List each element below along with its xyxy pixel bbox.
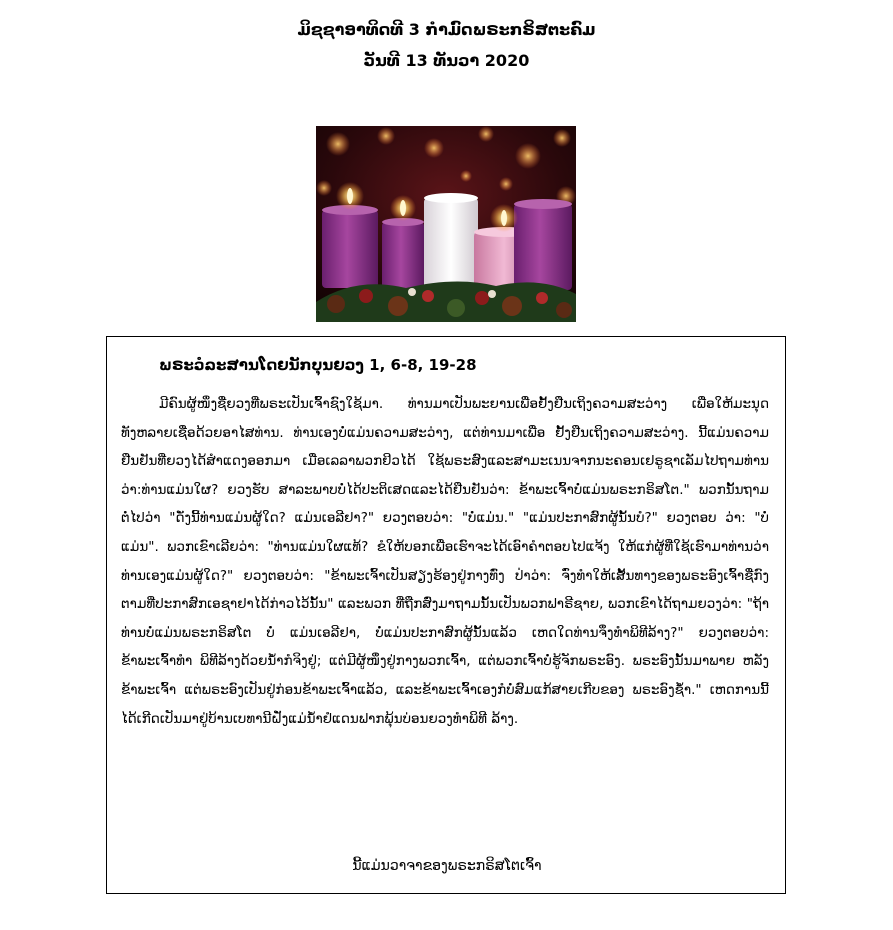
advent-candles-image [316,126,576,322]
gospel-reading-box [106,336,786,894]
gospel-text: ມີຄົນຜູ້ໜຶ່ງຊື່ຍວງທີ່ພຣະເປັນເຈົ້າຊົງໃຊ້ມາ. ທ່ານມາເປັນພະຍານເພື່ອຢັ້ງຢືນເຖິງຄວາມສະວ່າງ ເພື່ອໃຫ້ມະນຸດທັງຫລາຍເຊື່ອດ້ວຍອາໄສທ່ານ. ທ່ານເອງບໍ່ແມ່ນຄວາມສະວ່າງ, ແຕ່ທ່ານມາເພື່ອ ຢັ້ງຢືນເຖິງຄວາມສະວ່າງ. ນີ້ແມ່ນຄວາມຢືນຢັນທີ່ຍວງໄດ້ສຳແດງອອກມາ ເມື່ອເລລາພວກຢິວໄດ້ ໃຊ້ພຣະສົງແລະສາມະເນນຈາກນະຄອນເຢຣູຊາເລັມໄປຖາມທ່ານວ່າ:ທ່ານແມ່ນໃຜ? ຍວງຮັບ ສາລະພາບບໍ່ໄດ້ປະຕິເສດແລະໄດ້ຢືນຢັນວ່າ: ຂ້າພະເຈົ້າບໍ່ແມ່ນພຣະກຣິສໂຕ." ພວກນັ້ນຖາມຕໍ່ໄປວ່າ "ດັ່ງນີ້ທ່ານແມ່ນຜູ້ໃດ? ແມ່ນເອລີຢາ?" ຍວງຕອບວ່າ: "ບໍ່ແມ່ນ." "ແມ່ນປະກາສົກຜູ້ນັ້ນບໍ?" ຍວງຕອບ ວ່າ: "ບໍ່ແມ່ນ". ພວກເຂົາເລີຍວ່າ: "ທ່ານແມ່ນໃຜແທ້? ຂໍໃຫ້ບອກເພື່ອເຮົາຈະໄດ້ເອົາຄຳຕອບໄປແຈ້ງ ໃຫ້ແກ່ຜູ້ທີ່ໃຊ້ເຮົາມາທ່ານວ່າທ່ານເອງແມ່ນຜູ້ໃດ?" ຍວງຕອບວ່າ: "ຂ້າພະເຈົ້າເປັນສຽງຮ້ອງຢູ່ກາງທົ່ງ ປ່າວ່າ: ຈົ່ງທຳໃຫ້ເສັ້ນທາງຂອງພຣະອົງເຈົ້າຊື່ກົງຕາມທີ່ປະກາສົກເອຊາຢາໄດ້ກ່າວໄວ້ນັ້ນ" ແລະພວກ ທີ່ຖືກສົ່ງມາຖາມນັ້ນເປັນພວກຟາຣີຊາຍ, ພວກເຂົາໄດ້ຖາມຍວງວ່າ: "ຖ້າທ່ານບໍ່ແມ່ນພຣະກຣິສໂຕ ບໍ່ ແມ່ນເອລີຢາ, ບໍ່ແມ່ນປະກາສົກຜູ້ນັ້ນແລ້ວ ເຫດໃດທ່ານຈຶ່ງທຳພິທີລ້າງ?" ຍວງຕອບວ່າ: ຂ້າພະເຈົ້າທຳ ພິທີລ້າງດ້ວຍນ້ຳກໍຈິງຢູ່; ແຕ່ມີຜູ້ໜຶ່ງຢູ່ກາງພວກເຈົ້າ, ແຕ່ພວກເຈົ້າບໍ່ຮູ້ຈັກພຣະອົງ. ພຣະອົງນັ້ນມາພາຍ ຫລັງຂ້າພະເຈົ້າ ແຕ່ພຣະອົງເປັນຢູ່ກ່ອນຂ້າພະເຈົ້າແລ້ວ, ແລະຂ້າພະເຈົ້າເອງກໍບໍ່ສົມແກ້ສາຍເກີບຂອງ ພຣະອົງຊ້ຳ." ເຫດການນີ້ໄດ້ເກີດເປັນມາຢູ່ບ້ານເບທານີຝັ່ງແມ່ນ້ຳຢໍແດນຟາກພຸ້ນບ່ອນຍວງທຳພິທີ ລ້າງ. [121,396,769,727]
gospel-closing: ນີ້ແມ່ນວາຈາຂອງພຣະກຣິສໂຕເຈົ້າ [352,858,542,874]
page-title: ມິຊຊາອາທິດທີ 3 ກຳມົດພຣະກຣິສຕະຄົມ [297,20,596,39]
page-date: ວັນທີ 13 ທັນວາ 2020 [363,51,530,70]
gospel-heading: ພຣະວໍລະສານໂດຍນັກບຸນຍວງ 1, 6-8, 19-28 [159,356,477,374]
